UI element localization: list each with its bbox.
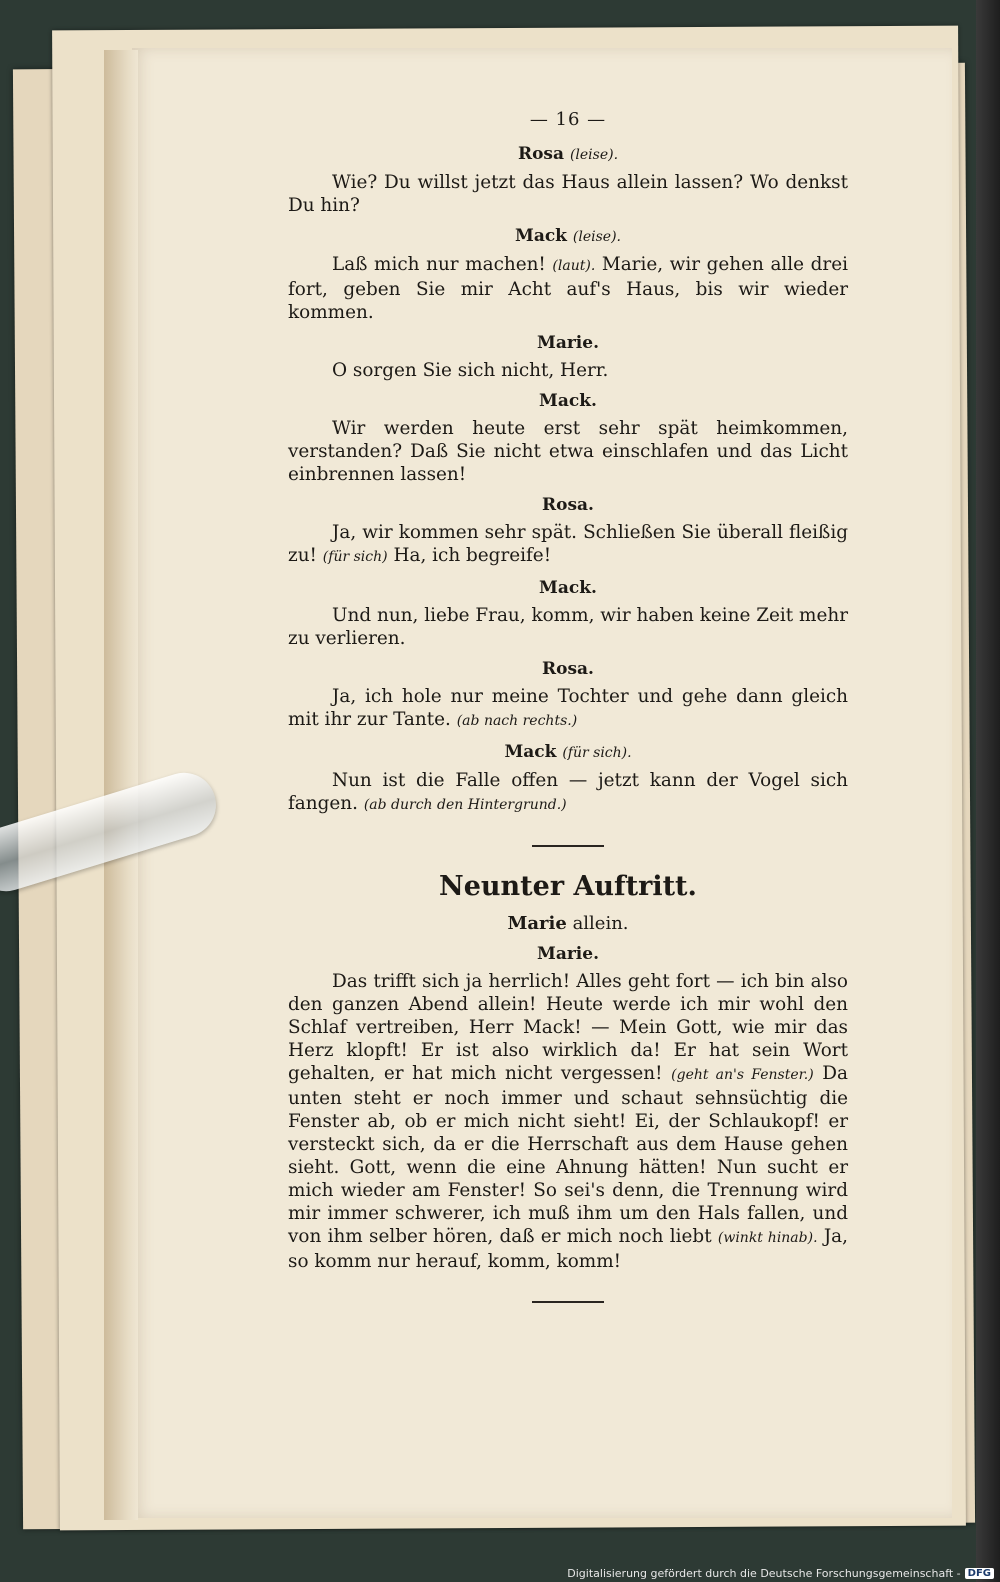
stage-direction: (winkt hinab). [717,1230,818,1246]
dialogue-line [288,769,848,817]
scene-subtitle [288,912,848,935]
speaker-label [288,658,848,681]
scene-title: Neunter Auftritt. [439,871,697,902]
dialogue-line [288,253,848,324]
stage-direction: (ab durch den Hintergrund.) [363,797,567,813]
page-gutter [104,50,138,1520]
dialogue-text: Marie, wir gehen alle drei fort, geben Sie mir Acht auf's Haus, bis wir wieder kommen. [288,254,848,323]
section-divider [532,845,604,847]
footer-text: Digitalisierung gefördert durch die Deutsche Forschungsgemeinschaft - [567,1567,961,1580]
speaker-label [288,494,848,517]
dialogue-line [288,359,848,382]
speaker-name: Marie. [537,333,599,353]
section-divider [532,1301,604,1303]
page-text [288,108,848,1331]
dialogue-text: Ja, ich hole nur meine Tochter und gehe dann gleich mit ihr zur Tante. [288,686,848,730]
speaker-name: Rosa [517,144,565,164]
dialogue-text: Ja, wir kommen sehr spät. Schließen Sie überall fleißig zu! [288,522,848,566]
dialogue-line [288,604,848,650]
dialogue-text: Das trifft sich ja herrlich! Alles geht fort — ich bin also den ganzen Abend allein! Heute werde ich mir wohl den Schlaf vertreiben, Herr Mack! — Mein Gott, wie mir das Herz klopft! Er ist also wirklich da! Er hat sein Wort gehalten, er hat mich nicht vergessen! [288,971,848,1084]
speaker-label [288,943,848,966]
dialogue-text: Da unten steht er noch immer und schaut sehnsüchtig die Fenster ab, ob er mich nicht sieht! Ei, der Schlaukopf! er versteckt sich, da er die Herrschaft aus dem Hause gehen sieht. Gott, wenn die eine Ahnung hätten! Nun sucht er mich wieder am Fenster! So sei's denn, die Trennung wird mir immer schwerer, ich muß ihm um den Hals fallen, und von ihm selber hören, daß er mich noch liebt [288,1063,848,1247]
monologue [288,970,848,1273]
dialogue-text: O sorgen Sie sich nicht, Herr. [332,360,609,381]
stage-direction: (leise). [572,229,621,245]
stage-direction: (laut). [552,258,596,274]
digitization-footer [567,1567,994,1580]
speaker-name: Marie. [537,944,599,964]
dialogue-line [288,417,848,486]
stage-direction: (für sich). [562,745,632,761]
dialogue-text: Ja, so komm nur herauf, komm, komm! [288,1226,848,1272]
speaker-name: Mack [504,742,557,762]
stage-direction: (ab nach rechts.) [456,713,578,729]
stage-direction: (geht an's Fenster.) [671,1067,814,1083]
speaker-label [288,332,848,355]
dfg-logo: DFG [965,1568,994,1579]
speaker-name: Rosa. [542,659,594,679]
speaker-name: Mack. [539,578,597,598]
speaker-label [288,577,848,600]
speaker-label [288,741,848,765]
dialogue-line [288,685,848,733]
dialogue-text: Nun ist die Falle offen — jetzt kann der Vogel sich fangen. [288,770,848,814]
speaker-name: Mack. [539,391,597,411]
facing-page-edge [976,0,1000,1582]
dialogue-text: Und nun, liebe Frau, komm, wir haben keine Zeit mehr zu verlieren. [288,605,848,649]
speaker-label [288,390,848,413]
dialogue-text: Wir werden heute erst sehr spät heimkommen, verstanden? Daß Sie nicht etwa einschlafen und das Licht einbrennen lassen! [288,418,848,485]
speaker-name: Rosa. [542,495,594,515]
page-number: — 16 — [529,109,607,130]
speaker-name: Mack [515,226,567,246]
stage-direction: (leise). [569,147,619,163]
stage-direction: (für sich) [322,549,388,565]
dialogue-text: Laß mich nur machen! [332,254,546,275]
speaker-label [288,225,848,249]
dialogue-line [288,521,848,569]
scene-subtitle-rest: allein. [572,913,629,934]
speaker-label [288,143,848,167]
scene-subtitle-name: Marie [507,913,567,934]
dialogue-text: Wie? Du willst jetzt das Haus allein lassen? Wo denkst Du hin? [288,172,848,216]
dialogue-line [288,171,848,217]
dialogue-text: Ha, ich begreife! [393,545,552,566]
